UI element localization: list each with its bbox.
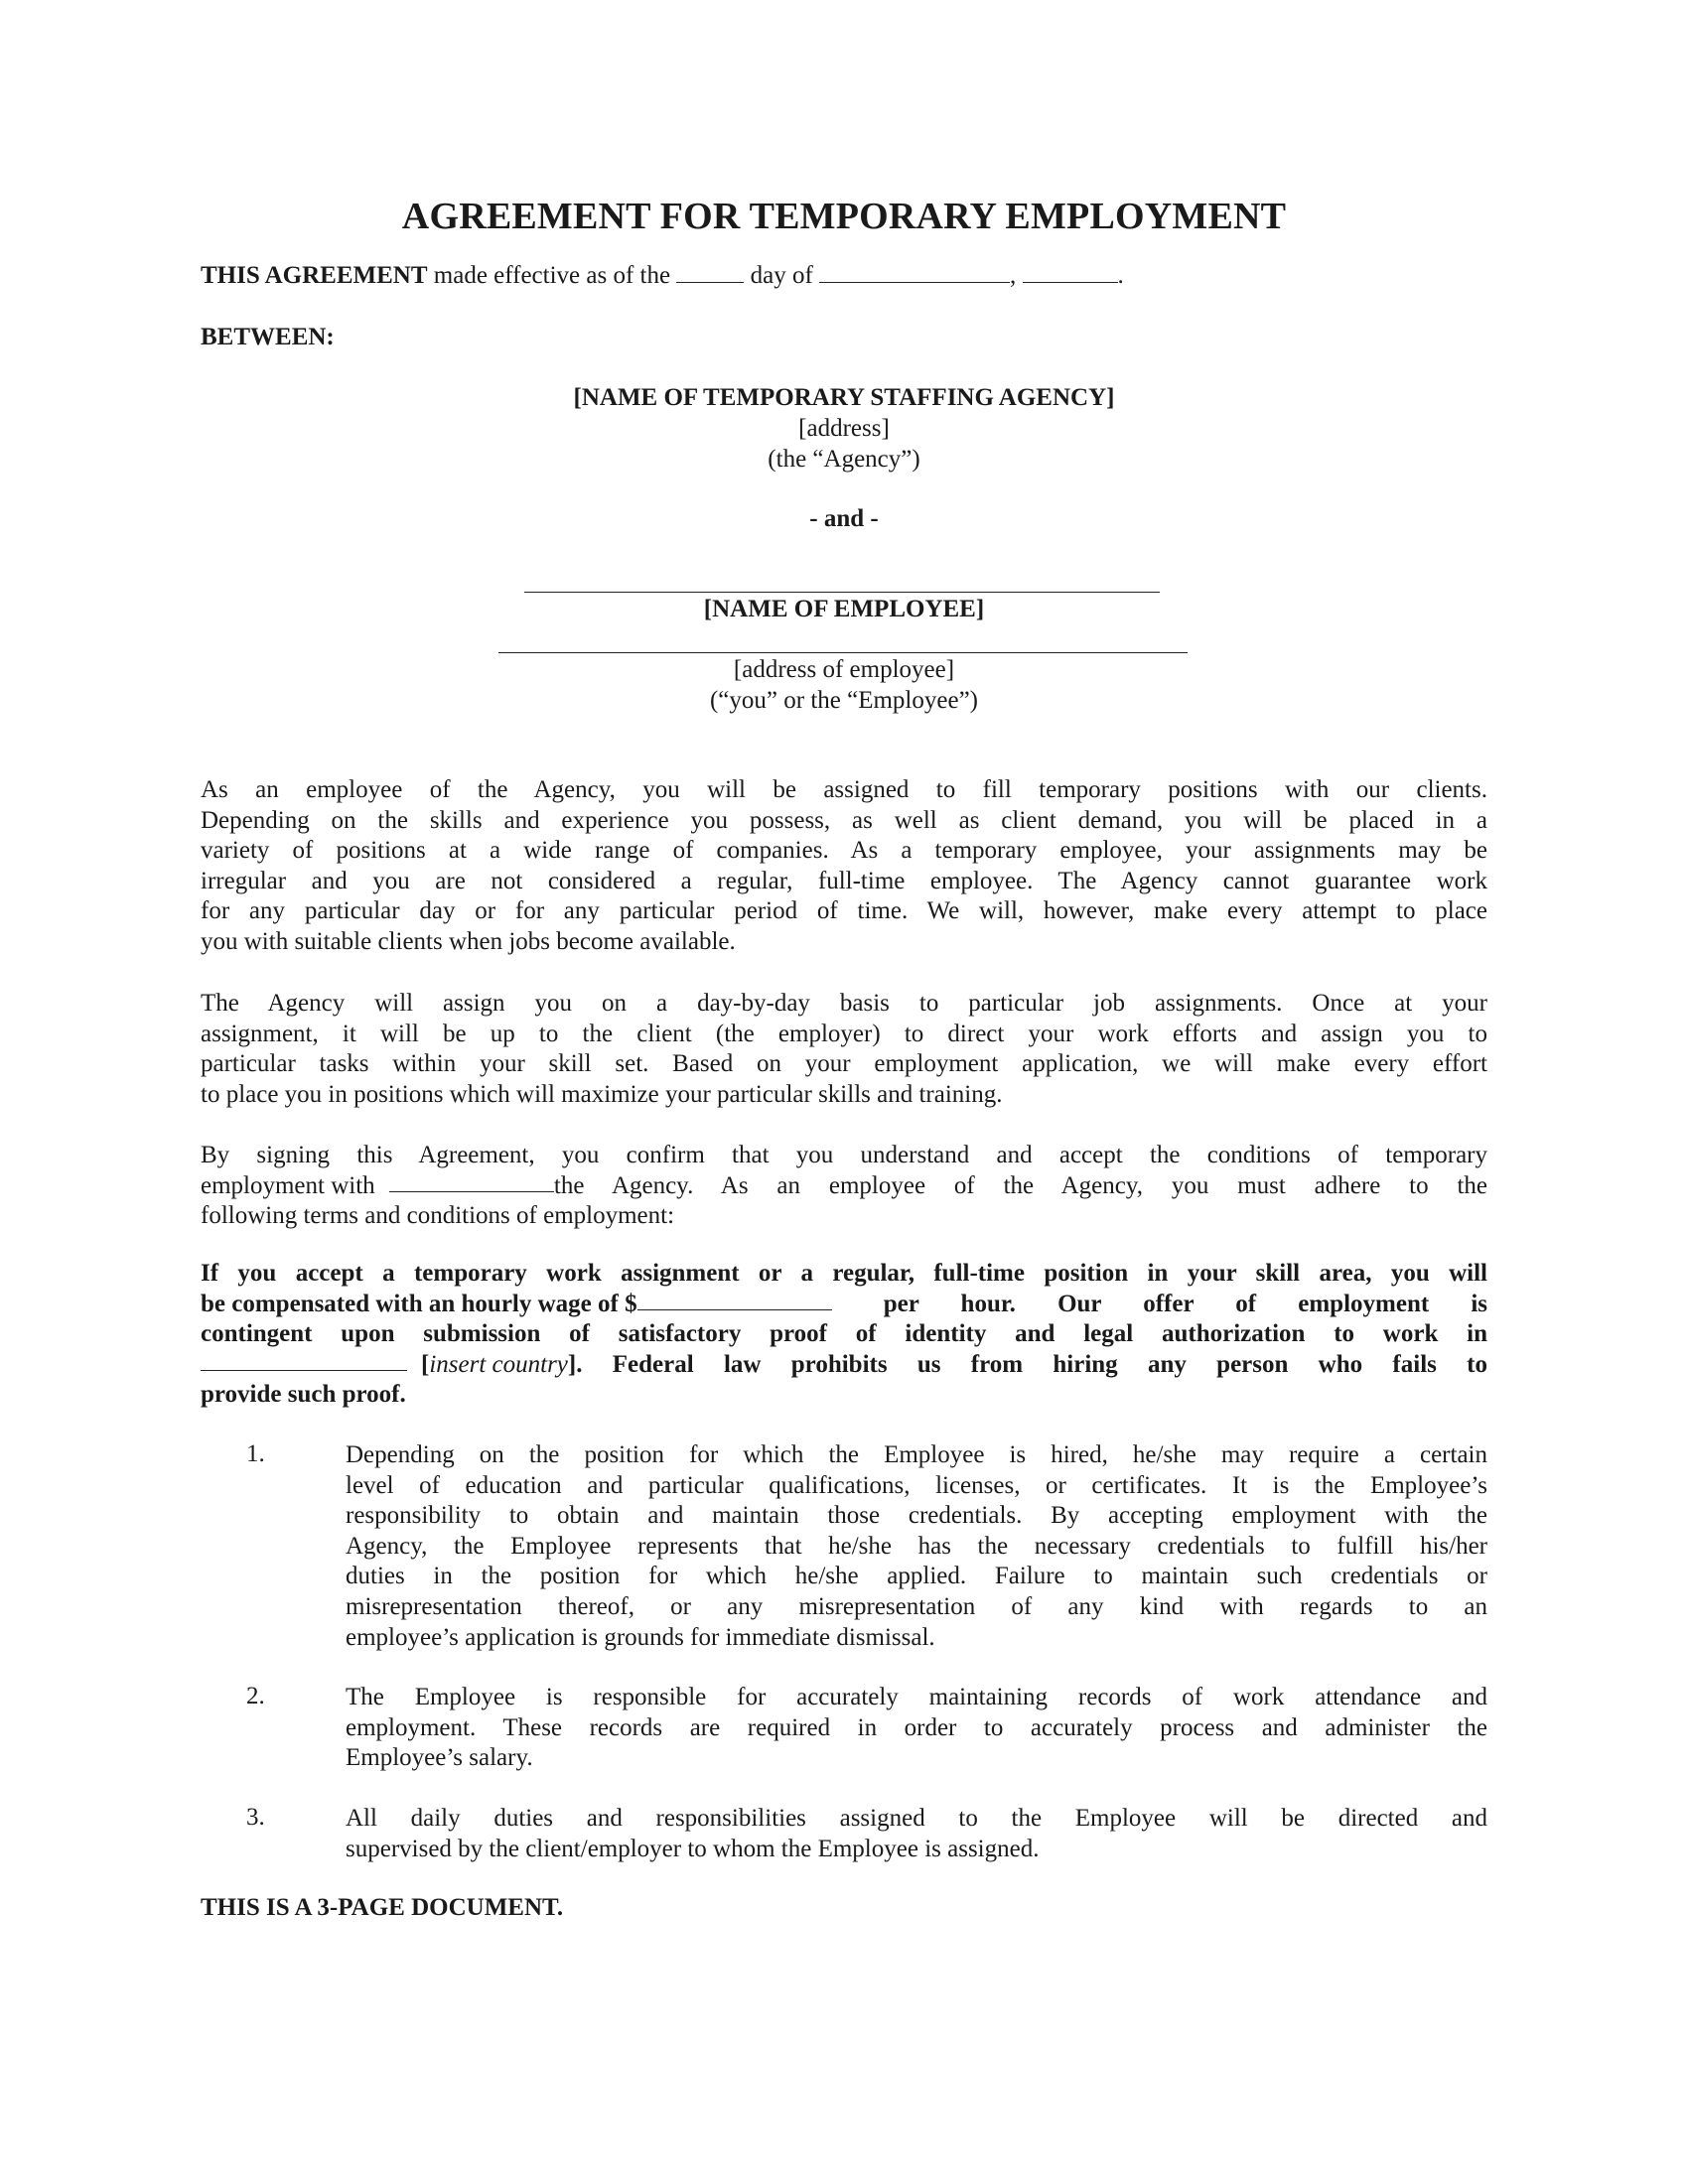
item1-line: Agency, the Employee represents that he/she has the necessary credentials to fulfill his/her bbox=[346, 1532, 1487, 1560]
para4-line-2 bbox=[201, 1290, 1487, 1320]
item3-line: All daily duties and responsibilities assigned to the Employee will be directed and bbox=[346, 1805, 1487, 1832]
para3-line-2 bbox=[201, 1171, 1487, 1202]
agency-name: [NAME OF TEMPORARY STAFFING AGENCY] bbox=[573, 384, 1115, 411]
para4-line-4 bbox=[201, 1350, 1487, 1381]
intro-lead: THIS AGREEMENT bbox=[201, 262, 428, 289]
para1-line: you with suitable clients when jobs become available. bbox=[201, 927, 736, 955]
country-bracket: [insert country] bbox=[421, 1350, 577, 1378]
item1-line: Depending on the position for which the Employee is hired, he/she may require a certain bbox=[346, 1441, 1487, 1468]
list-item bbox=[346, 1804, 1487, 1864]
para4-line: provide such proof. bbox=[201, 1381, 406, 1409]
para3-the-agency: the Agency. As an employee of the Agency, you must adhere to the bbox=[553, 1171, 1487, 1199]
day-blank[interactable] bbox=[676, 262, 744, 283]
para1-line: Depending on the skills and experience you possess, as well as client demand, you will be placed in a bbox=[201, 806, 1487, 834]
paragraph-2 bbox=[201, 989, 1487, 1110]
item2-line: The Employee is responsible for accurately maintaining records of work attendance and bbox=[346, 1684, 1487, 1710]
employee-name-line bbox=[524, 592, 1160, 593]
agency-alias: (the “Agency”) bbox=[768, 446, 920, 473]
intro-text-4: . bbox=[1117, 262, 1124, 289]
para4-line: If you accept a temporary work assignment or a regular, full-time position in your skill area, you will bbox=[201, 1260, 1487, 1287]
country-blank[interactable] bbox=[201, 1350, 407, 1371]
item2-line: employment. These records are required in order to accurately process and administer the bbox=[346, 1713, 1487, 1741]
item1-line: level of education and particular qualifications, licenses, or certificates. It is the Employee’s bbox=[346, 1471, 1487, 1499]
insert-country: insert country bbox=[429, 1350, 568, 1378]
employee-address: [address of employee] bbox=[733, 656, 955, 683]
para3-line: By signing this Agreement, you confirm that you understand and accept the conditions of temporary bbox=[201, 1142, 1487, 1168]
item2-line: Employee’s salary. bbox=[346, 1744, 533, 1772]
para1-line: As an employee of the Agency, you will be assigned to fill temporary positions with our clients. bbox=[201, 776, 1487, 803]
item-number: 3. bbox=[246, 1804, 265, 1831]
intro-line bbox=[201, 262, 1124, 290]
intro-text-3: , bbox=[1010, 262, 1023, 289]
hourly-wage-blank[interactable] bbox=[637, 1290, 832, 1310]
para4-per-hour: per hour. Our offer of employment is bbox=[841, 1290, 1487, 1317]
document-title: AGREEMENT FOR TEMPORARY EMPLOYMENT bbox=[401, 196, 1287, 237]
year-blank[interactable] bbox=[1023, 262, 1118, 283]
item1-line: duties in the position for which he/she applied. Failure to maintain such credentials or bbox=[346, 1563, 1487, 1590]
item-number: 2. bbox=[246, 1683, 265, 1709]
item1-line: employee’s application is grounds for immediate dismissal. bbox=[346, 1623, 935, 1651]
employment-with-blank[interactable] bbox=[389, 1171, 554, 1192]
para1-line: irregular and you are not considered a regular, full-time employee. The Agency cannot guarantee work bbox=[201, 867, 1487, 894]
month-blank[interactable] bbox=[819, 262, 1010, 283]
para4-line: contingent upon submission of satisfactory proof of identity and legal authorization to work in bbox=[201, 1320, 1487, 1348]
between-label-text: BETWEEN: bbox=[201, 324, 335, 350]
paragraph-4 bbox=[201, 1259, 1487, 1411]
para1-line: variety of positions at a wide range of companies. As a temporary employee, your assignments may be bbox=[201, 837, 1487, 865]
intro-text-1: made effective as of the bbox=[427, 262, 677, 289]
para3-line: following terms and conditions of employment: bbox=[201, 1202, 675, 1230]
item1-line: responsibility to obtain and maintain those credentials. By accepting employment with the bbox=[346, 1502, 1487, 1530]
para1-line: for any particular day or for any particular period of time. We will, however, make every attempt to place bbox=[201, 897, 1487, 925]
intro-text-2: day of bbox=[744, 262, 820, 289]
paragraph-1 bbox=[201, 775, 1487, 958]
employee-block bbox=[0, 654, 1688, 716]
agency-block bbox=[0, 382, 1688, 475]
para2-line: The Agency will assign you on a day-by-day basis to particular job assignments. Once at your bbox=[201, 990, 1487, 1017]
agency-address: [address] bbox=[798, 415, 890, 442]
item-number: 1. bbox=[246, 1440, 265, 1467]
para4-wage-text: be compensated with an hourly wage of $ bbox=[201, 1290, 637, 1317]
paragraph-3 bbox=[201, 1141, 1487, 1232]
para2-line: particular tasks within your skill set. Based on your employment application, we will make every effort bbox=[201, 1050, 1487, 1078]
employee-alias: (“you” or the “Employee”) bbox=[709, 687, 978, 714]
page-count-note: THIS IS A 3-PAGE DOCUMENT. bbox=[201, 1894, 564, 1921]
between-label bbox=[201, 324, 335, 351]
and-separator: - and - bbox=[809, 505, 879, 532]
para4-federal-law: . Federal law prohibits us from hiring any person who fails to bbox=[576, 1350, 1487, 1378]
list-item bbox=[346, 1683, 1487, 1774]
employee-address-line bbox=[498, 652, 1188, 653]
para3-employment-with: employment with bbox=[201, 1171, 381, 1199]
list-item bbox=[346, 1440, 1487, 1653]
para2-line: to place you in positions which will maximize your particular skills and training. bbox=[201, 1080, 1003, 1108]
item3-line: supervised by the client/employer to whom the Employee is assigned. bbox=[346, 1835, 1040, 1862]
employee-name: [NAME OF EMPLOYEE] bbox=[703, 596, 985, 622]
item1-line: misrepresentation thereof, or any misrepresentation of any kind with regards to an bbox=[346, 1592, 1487, 1620]
para2-line: assignment, it will be up to the client (the employer) to direct your work efforts and assign you to bbox=[201, 1020, 1487, 1047]
